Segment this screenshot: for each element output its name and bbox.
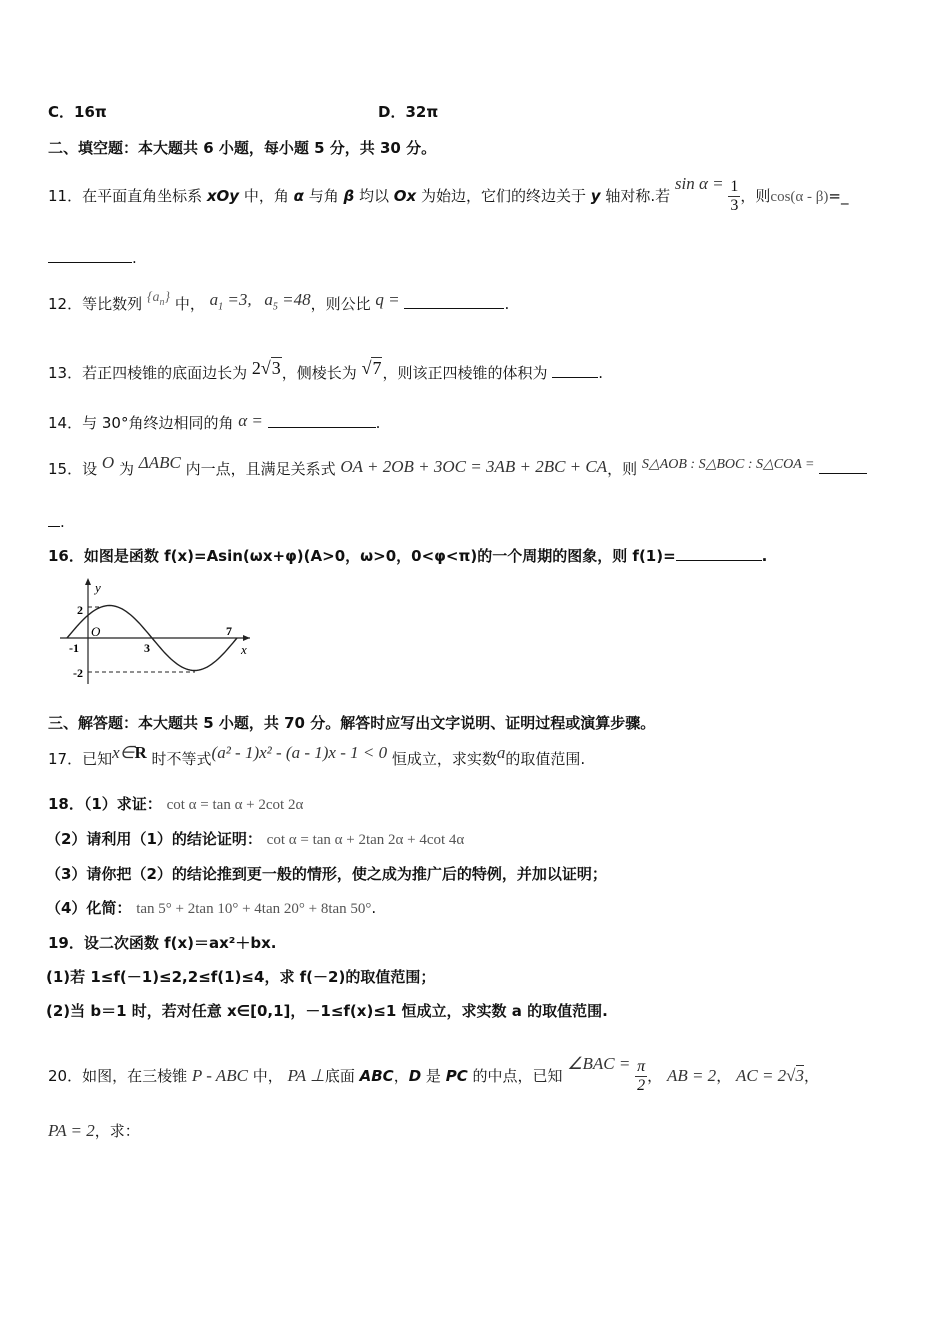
q11-text: 均以 bbox=[354, 187, 394, 205]
q11-sin-expr: sin α = bbox=[674, 174, 724, 193]
question-14 bbox=[48, 412, 380, 433]
q12-a1: a bbox=[209, 290, 219, 309]
q12-a5-sub: 5 bbox=[272, 301, 278, 313]
q20-pc: PC bbox=[445, 1067, 468, 1085]
q11-num: 1 bbox=[730, 178, 739, 195]
q18-p4-end: . bbox=[371, 899, 377, 917]
question-18-part3: （3）请你把（2）的结论推到更一般的情形，使之成为推广后的特例，并加以证明； bbox=[46, 865, 607, 883]
q17-text: 的取值范围. bbox=[505, 750, 586, 768]
x-axis-arrow-icon bbox=[243, 635, 250, 641]
q20-ac-rad: 3 bbox=[795, 1066, 805, 1085]
q12-text: 中， bbox=[170, 295, 205, 313]
q12-a1-val: =3, bbox=[223, 290, 252, 309]
section3-heading: 三、解答题：本大题共 5 小题，共 70 分。解答时应写出文字说明、证明过程或演算步骤。 bbox=[48, 714, 656, 732]
option-d: D．32π bbox=[378, 103, 439, 121]
option-c: C．16π bbox=[48, 103, 107, 121]
q20-perp: PA ⊥ bbox=[287, 1066, 325, 1085]
q14-text: 14．与 30°角终边相同的角 bbox=[48, 414, 234, 432]
tick-7: 7 bbox=[226, 624, 232, 638]
q16-answer-blank[interactable] bbox=[676, 546, 762, 561]
question-18-part1 bbox=[48, 793, 303, 814]
q13-side-rad: 3 bbox=[271, 358, 281, 378]
q12-answer-blank[interactable] bbox=[404, 294, 504, 309]
q20-text: 20．如图，在三棱锥 bbox=[48, 1067, 188, 1085]
x-label: x bbox=[241, 642, 247, 657]
question-15 bbox=[48, 453, 867, 479]
q12-seq: {a bbox=[146, 290, 160, 305]
q20-text: ， bbox=[393, 1067, 409, 1085]
q20-angle: ∠BAC = bbox=[567, 1054, 631, 1073]
q20-pyramid: P - ABC bbox=[191, 1066, 248, 1085]
origin-label: O bbox=[91, 624, 101, 639]
q18-p1-label: 18．（1）求证： bbox=[48, 795, 162, 813]
q15-cont: . bbox=[60, 513, 65, 531]
q20-text: 是 bbox=[421, 1067, 446, 1085]
question-18-part2 bbox=[46, 828, 464, 849]
q11-y: y bbox=[590, 187, 601, 205]
q20-text: 中， bbox=[252, 1067, 283, 1085]
q18-p2-label: （2）请利用（1）的结论证明： bbox=[46, 830, 262, 848]
q20-d: D bbox=[408, 1067, 422, 1085]
tick-neg2: -2 bbox=[73, 666, 83, 680]
q12-a1-sub: 1 bbox=[218, 301, 224, 313]
q15-text: ，则 bbox=[607, 460, 638, 478]
q11-fraction bbox=[728, 178, 740, 215]
question-19-line3: (2)当 b＝1 时，若对任意 x∈[0,1]，－1≤f(x)≤1 恒成立，求实数 a 的取值范围. bbox=[46, 1002, 608, 1020]
q20-ac-coef: AC = 2 bbox=[735, 1066, 787, 1085]
q16-sine-graph bbox=[55, 572, 260, 690]
q12-text: 12．等比数列 bbox=[48, 295, 143, 313]
q11-alpha: α bbox=[293, 187, 304, 205]
q11-ox: Ox bbox=[393, 187, 417, 205]
q11-text: 11．在平面直角坐标系 bbox=[48, 187, 207, 205]
q13-end: . bbox=[598, 364, 604, 382]
q20-pa: PA = 2 bbox=[48, 1121, 95, 1140]
q13-answer-blank[interactable] bbox=[552, 363, 598, 378]
question-19-line2: (1)若 1≤f(－1)≤2,2≤f(1)≤4，求 f(－2)的取值范围； bbox=[46, 968, 436, 986]
q11-text: ，则 bbox=[740, 187, 771, 205]
y-label: y bbox=[95, 580, 101, 595]
q11-text: 为始边，它们的终边关于 bbox=[416, 187, 591, 205]
q17-inequality: (a² - 1)x² - (a - 1)x - 1 < 0 bbox=[211, 743, 388, 762]
q13-side-length: 2√3 bbox=[251, 358, 281, 378]
question-11 bbox=[48, 174, 849, 215]
y-axis-arrow-icon bbox=[85, 578, 91, 585]
q15-text: 15．设 bbox=[48, 460, 98, 478]
q12-end: . bbox=[504, 295, 510, 313]
q14-alpha: α = bbox=[238, 411, 263, 430]
q13-edge-length: √7 bbox=[361, 358, 382, 378]
q12-text: ，则公比 bbox=[310, 295, 371, 313]
q15-equation: OA + 2OB + 3OC = 3AB + 2BC + CA bbox=[340, 457, 608, 476]
question-16 bbox=[48, 545, 767, 566]
question-20-line2 bbox=[48, 1120, 140, 1141]
q17-text: 时不等式 bbox=[151, 750, 212, 768]
q11-text: 轴对称.若 bbox=[600, 187, 671, 205]
q16-text: 16．如图是函数 f(x)=Asin(ωx+φ)(A>0，ω>0，0<φ<π)的一个周期的图象，则 f(1)= bbox=[48, 547, 676, 565]
q20-text: 底面 bbox=[324, 1067, 360, 1085]
q17-cond: x∈ bbox=[112, 743, 135, 762]
q20-two: 2 bbox=[637, 1077, 646, 1094]
q13-text: ，则该正四棱锥的体积为 bbox=[382, 364, 548, 382]
q13-text: ，侧棱长为 bbox=[281, 364, 357, 382]
q20-abc: ABC bbox=[359, 1067, 394, 1085]
q18-p4-expr: tan 5° + 2tan 10° + 4tan 20° + 8tan 50° bbox=[136, 901, 372, 917]
q18-p1-expr: cot α = tan α + 2cot 2α bbox=[166, 797, 304, 813]
q12-seq-end: } bbox=[164, 290, 171, 305]
q15-ratio: S△AOB : S△BOC : S△COA = bbox=[641, 457, 815, 472]
q14-answer-blank[interactable] bbox=[268, 413, 376, 428]
q15-o: O bbox=[101, 453, 115, 472]
q12-a5: a bbox=[264, 290, 273, 309]
q11-text: 中，角 bbox=[239, 187, 294, 205]
question-20: 20．如图，在三棱锥 P - ABC 中， PA ⊥底面 ABC，D 是 PC 的中点，已知 ∠BAC = $\frac{\pi}{2}$ ， AB = 2， AC = 2√3， bbox=[48, 1054, 820, 1094]
q11-beta: β bbox=[343, 187, 355, 205]
q15-answer-blank[interactable] bbox=[819, 459, 867, 474]
q11-text: =_ bbox=[828, 187, 849, 205]
question-19-line1: 19．设二次函数 f(x)＝ax²＋bx. bbox=[48, 934, 277, 952]
q13-side-coef: 2 bbox=[251, 358, 261, 378]
q15-text: 为 bbox=[118, 460, 134, 478]
q16-end: . bbox=[761, 547, 768, 565]
tick-neg1: -1 bbox=[69, 641, 79, 655]
q14-end: . bbox=[375, 414, 381, 432]
question-12 bbox=[48, 290, 510, 316]
question-13 bbox=[48, 358, 604, 383]
q11-den: 3 bbox=[730, 197, 739, 214]
question-17 bbox=[48, 743, 586, 769]
q20-ac: AC = 2√3 bbox=[735, 1066, 805, 1085]
q12-q: q = bbox=[375, 290, 400, 309]
q11-answer-blank[interactable] bbox=[48, 248, 137, 267]
q12-a5-val: =48 bbox=[277, 290, 311, 309]
section2-heading: 二、填空题：本大题共 6 小题，每小题 5 分，共 30 分。 bbox=[48, 139, 437, 157]
q11-text: 与角 bbox=[303, 187, 344, 205]
q13-text: 13．若正四棱锥的底面边长为 bbox=[48, 364, 248, 382]
q17-text: 恒成立，求实数 bbox=[391, 750, 497, 768]
q20-fraction bbox=[635, 1058, 647, 1095]
q11-cont: . bbox=[132, 249, 137, 267]
q11-xoy: xOy bbox=[206, 187, 240, 205]
q13-edge-rad: 7 bbox=[372, 358, 382, 378]
q20-text: ，求： bbox=[94, 1122, 140, 1140]
q20-ab: AB = 2 bbox=[666, 1066, 717, 1085]
question-18-part4 bbox=[46, 897, 376, 918]
q15-triangle: ΔABC bbox=[138, 453, 181, 472]
tick-2: 2 bbox=[77, 603, 83, 617]
q11-cos-expr: cos(α - β) bbox=[770, 189, 829, 205]
q15-text: 内一点，且满足关系式 bbox=[185, 460, 336, 478]
q17-text: 17．已知 bbox=[48, 750, 113, 768]
q20-text: 的中点，已知 bbox=[467, 1067, 563, 1085]
tick-3: 3 bbox=[144, 641, 150, 655]
q17-r: R bbox=[134, 743, 147, 762]
q18-p4-label: （4）化简： bbox=[46, 899, 132, 917]
q18-p2-expr: cot α = tan α + 2tan 2α + 4cot 4α bbox=[266, 832, 465, 848]
q12-seq-sub: n bbox=[159, 296, 165, 308]
q15-answer-cont bbox=[48, 512, 65, 531]
q17-a: a bbox=[496, 743, 506, 762]
q20-pi: π bbox=[637, 1058, 646, 1075]
